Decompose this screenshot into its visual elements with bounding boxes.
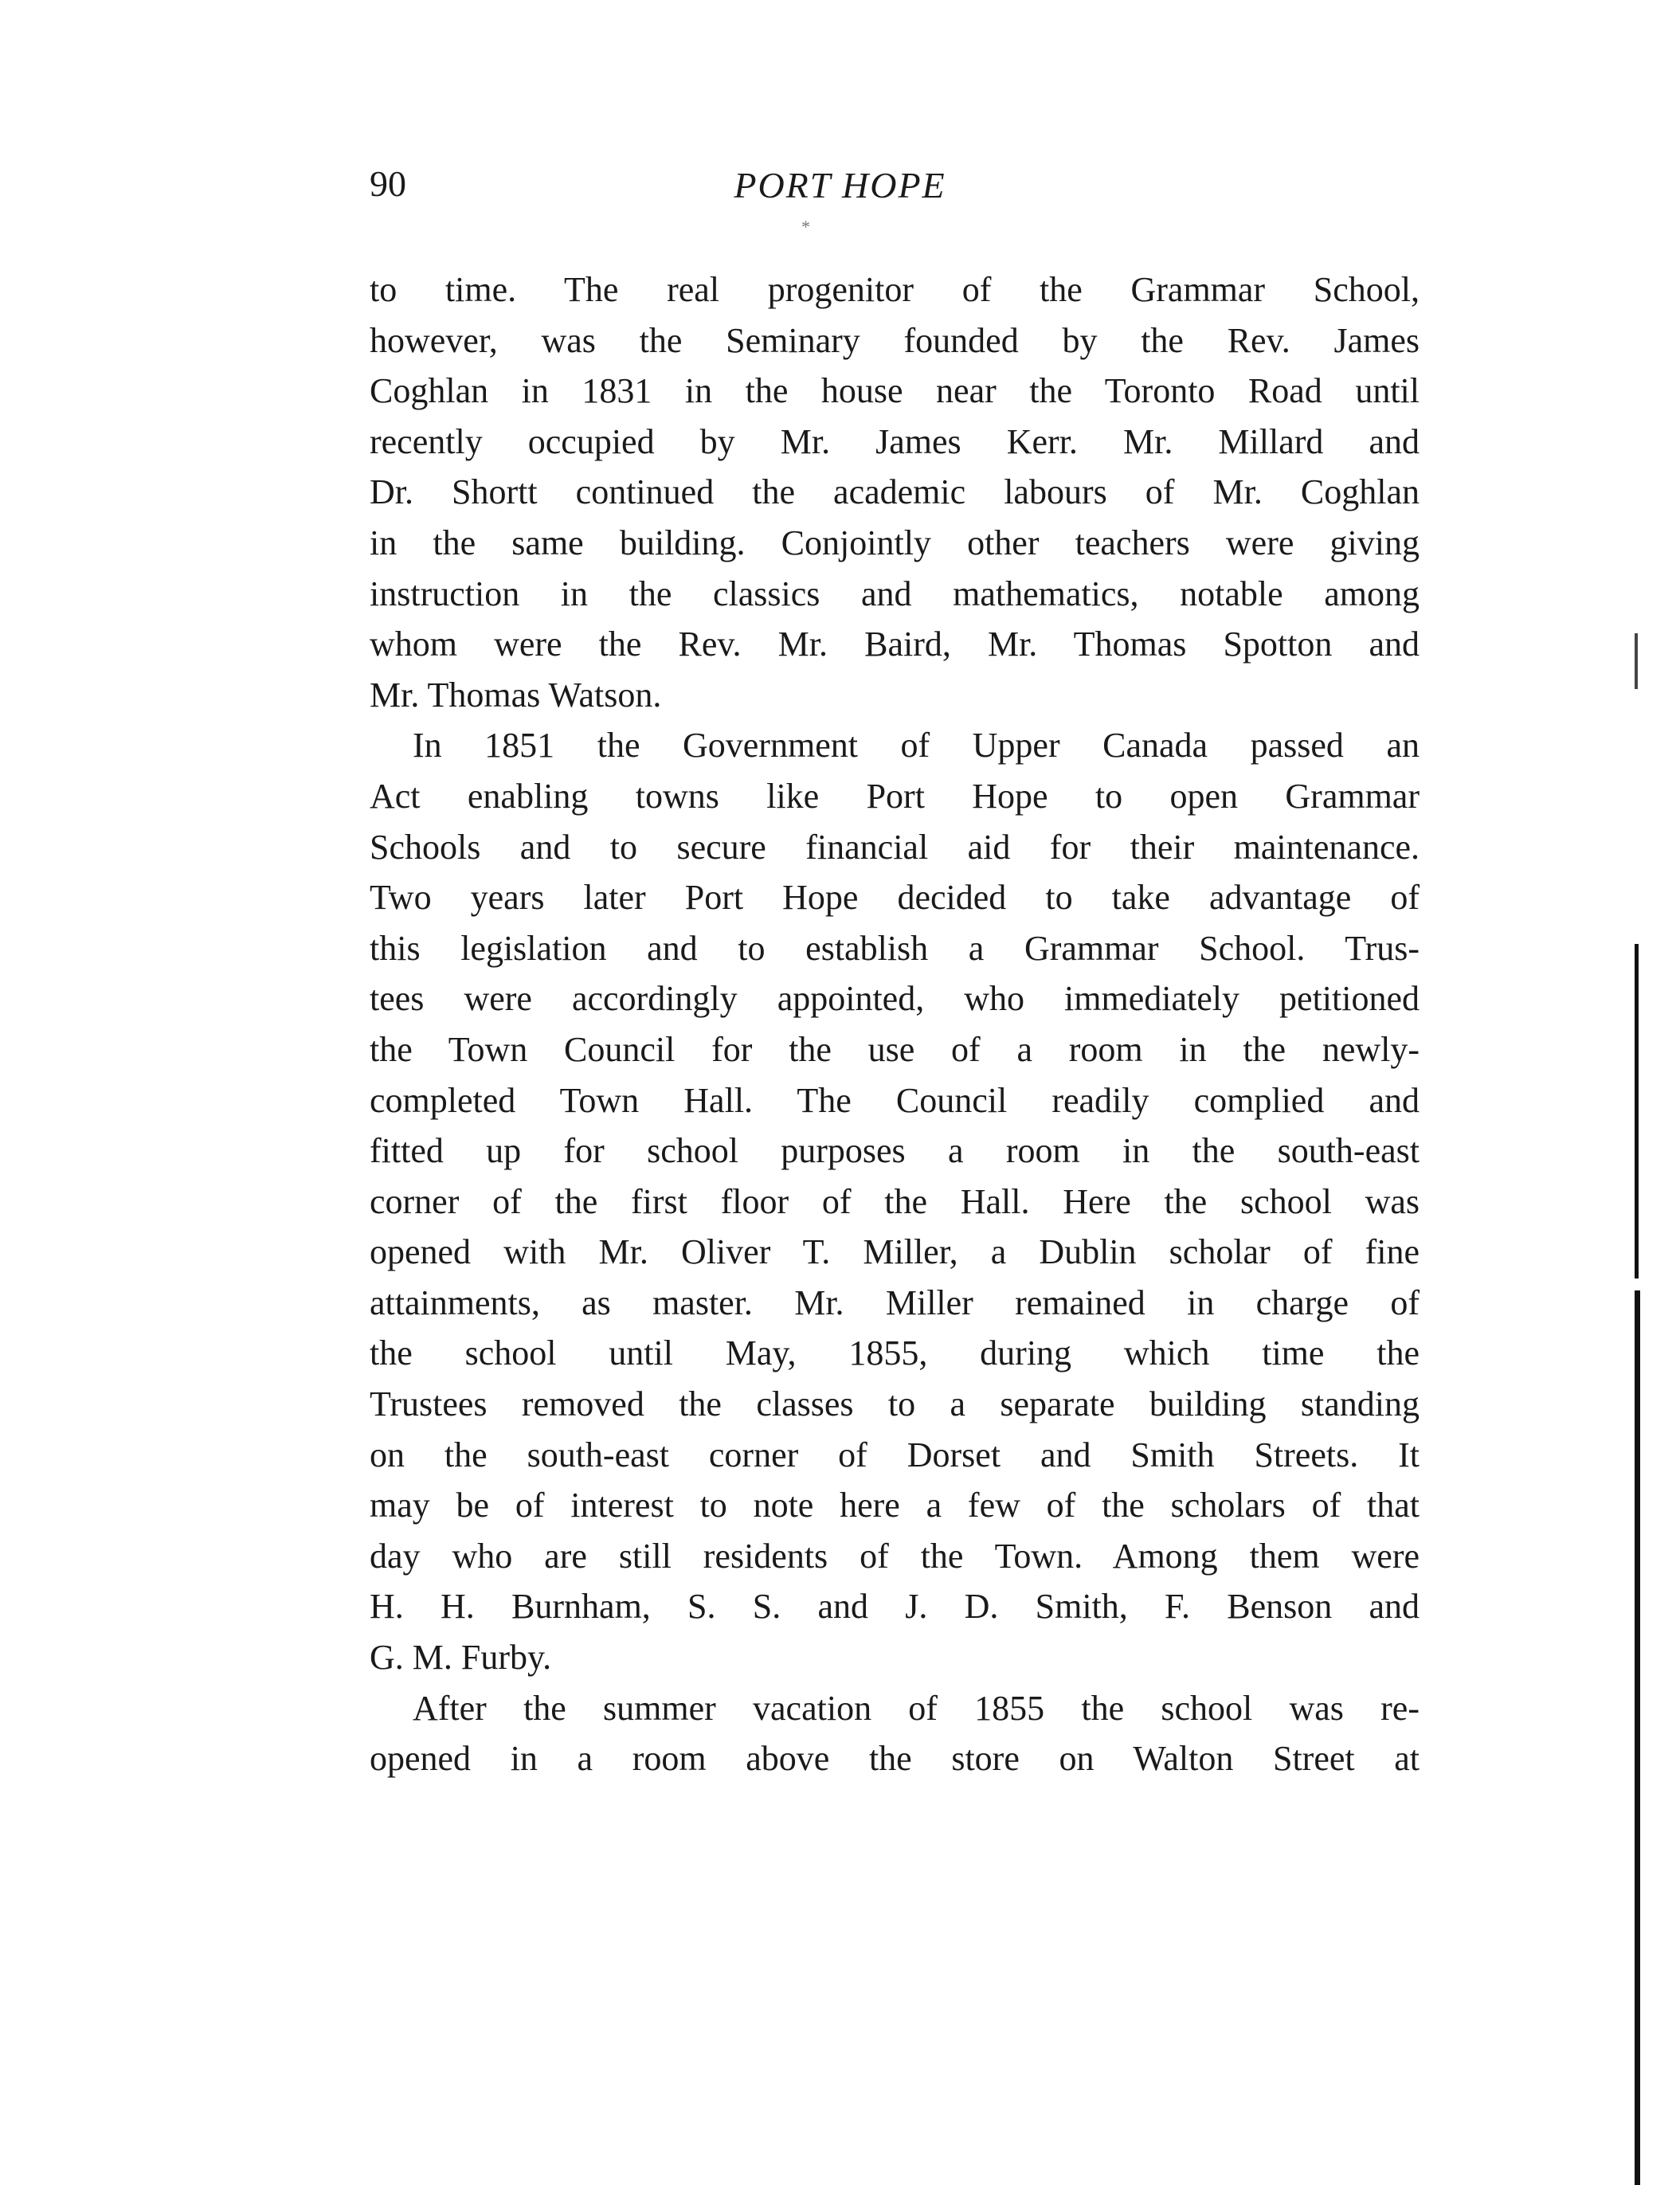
text-line: Dr. Shortt continued the academic labours of Mr. Coghlan [370,472,1420,512]
text-line: however, was the Seminary founded by the Rev. James [370,320,1420,360]
text-line: may be of interest to note here a few of the scholars of that [370,1486,1420,1525]
text-line: Two years later Port Hope decided to take advantage of [370,878,1420,918]
text-line: Act enabling towns like Port Hope to open Grammar [370,776,1420,816]
text-line: whom were the Rev. Mr. Baird, Mr. Thomas Spotton and [370,625,1420,664]
text-line: this legislation and to establish a Grammar School. Trus- [370,928,1420,968]
text-line: Trustees removed the classes to a separate building standing [370,1384,1420,1424]
text-line: instruction in the classics and mathematics, notable among [370,574,1420,613]
text-line: Mr. Thomas Watson. [370,675,662,715]
text-line: fitted up for school purposes a room in the south-east [370,1131,1420,1171]
text-line: In 1851 the Government of Upper Canada passed an [413,726,1420,766]
text-line: corner of the first floor of the Hall. Here the school was [370,1181,1420,1221]
text-line: day who are still residents of the Town. Among them were [370,1536,1420,1576]
binding-edge-middle [1635,944,1639,1278]
text-line: attainments, as master. Mr. Miller remained in charge of [370,1282,1420,1322]
body-text [370,264,1420,1784]
text-line: on the south-east corner of Dorset and Smith Streets. It [370,1435,1420,1474]
text-line: H. H. Burnham, S. S. and J. D. Smith, F. Benson and [370,1587,1420,1627]
text-line: After the summer vacation of 1855 the school was re- [413,1688,1420,1728]
text-line: Schools and to secure financial aid for their maintenance. [370,827,1420,867]
binding-edge-lower [1635,1290,1640,2185]
text-line: the school until May, 1855, during which time the [370,1333,1420,1373]
text-line: G. M. Furby. [370,1638,552,1678]
text-line: to time. The real progenitor of the Grammar School, [370,270,1420,309]
text-line: recently occupied by Mr. James Kerr. Mr. Millard and [370,421,1420,461]
running-head: PORT HOPE [734,165,946,206]
text-line: tees were accordingly appointed, who immediately petitioned [370,979,1420,1019]
text-line: Coghlan in 1831 in the house near the Toronto Road until [370,371,1420,411]
text-line: opened with Mr. Oliver T. Miller, a Dublin scholar of fine [370,1232,1420,1272]
text-line: opened in a room above the store on Walton Street at [370,1739,1420,1779]
page-mark: * [801,217,810,237]
page-number: 90 [370,163,406,204]
text-line: completed Town Hall. The Council readily complied and [370,1080,1420,1120]
binding-edge-upper [1635,633,1638,689]
text-line: in the same building. Conjointly other teachers were giving [370,523,1420,562]
text-line: the Town Council for the use of a room in the newly- [370,1029,1420,1069]
